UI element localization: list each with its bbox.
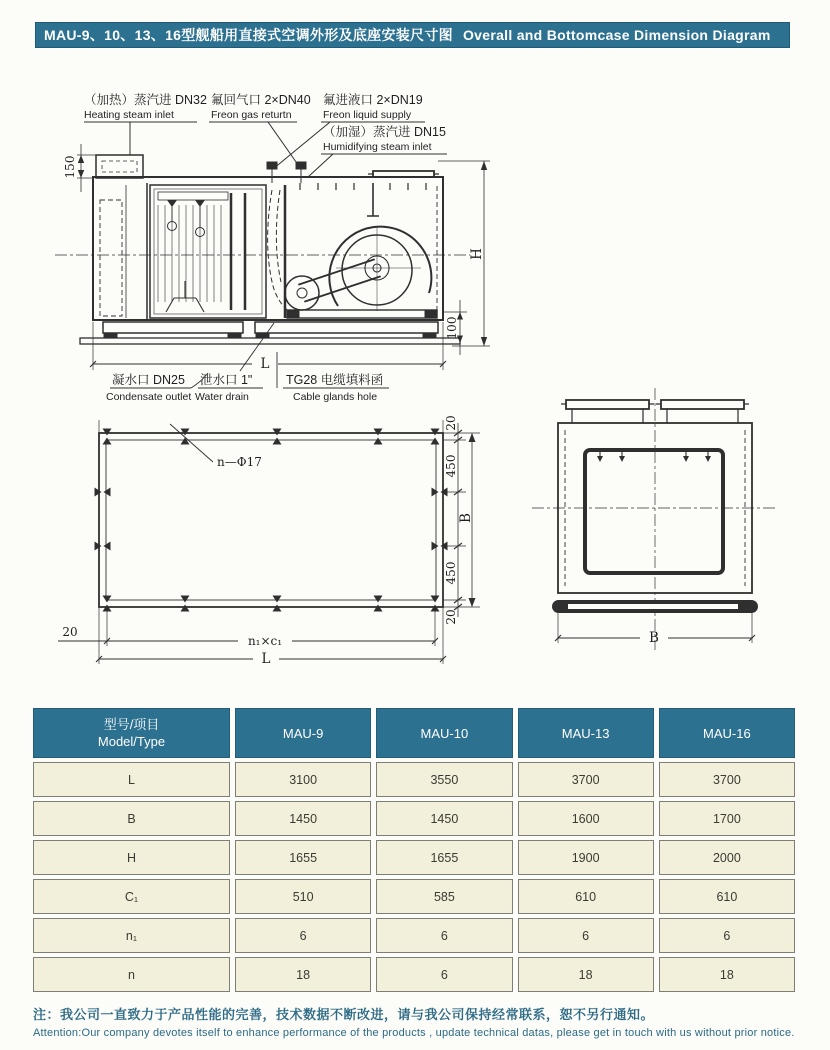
row-label-B: B bbox=[33, 801, 230, 836]
valve-a bbox=[267, 162, 277, 169]
footnote-zh: 注：我公司一直致力于产品性能的完善，技术数据不断改进，请与我公司保持经常联系，恕不另行通知。 bbox=[33, 1007, 655, 1022]
dim-B-plan: B bbox=[458, 513, 474, 523]
base-frame-inner bbox=[106, 440, 436, 600]
dim-450-top: 450 bbox=[444, 454, 458, 478]
cell-B-mau9: 1450 bbox=[235, 801, 371, 836]
callout-freon-gas-en: Freon gas returtn bbox=[211, 109, 292, 121]
belt bbox=[299, 260, 380, 302]
cell-C1-mau13: 610 bbox=[518, 879, 654, 914]
end-view-drawing bbox=[532, 388, 778, 650]
page-title-en: Overall and Bottomcase Dimension Diagram bbox=[462, 27, 771, 43]
cell-L-mau13: 3700 bbox=[518, 762, 654, 797]
dim-L-plan: L bbox=[261, 651, 271, 667]
valve-b bbox=[296, 162, 306, 169]
callout-condensate-en: Condensate outlet bbox=[106, 391, 192, 403]
dim-20-left: 20 bbox=[62, 625, 78, 639]
fan-section bbox=[285, 183, 437, 318]
leader-freon-gas bbox=[209, 122, 301, 169]
cell-C1-mau9: 510 bbox=[235, 879, 371, 914]
cell-C1-mau16: 610 bbox=[659, 879, 795, 914]
cell-B-mau16: 1700 bbox=[659, 801, 795, 836]
dim-100: 100 bbox=[445, 316, 459, 340]
cell-H-mau9: 1655 bbox=[235, 840, 371, 875]
row-label-L: L bbox=[33, 762, 230, 797]
end-view-opening bbox=[585, 450, 723, 573]
callout-humidify-en: Humidifying steam inlet bbox=[323, 141, 432, 153]
cell-B-mau10: 1450 bbox=[376, 801, 512, 836]
motor bbox=[285, 276, 319, 310]
callout-heating-en: Heating steam inlet bbox=[84, 109, 174, 121]
dim-20-top: 20 bbox=[444, 415, 458, 431]
callout-drain-zh: 泄水口 1" bbox=[200, 373, 253, 387]
callout-drain-en: Water drain bbox=[195, 391, 249, 403]
cell-L-mau16: 3700 bbox=[659, 762, 795, 797]
row-label-n: n bbox=[33, 957, 230, 992]
spec-table bbox=[33, 708, 795, 992]
cell-H-mau10: 1655 bbox=[376, 840, 512, 875]
cell-H-mau13: 1900 bbox=[518, 840, 654, 875]
callout-cable-gland-en: Cable glands hole bbox=[293, 391, 378, 403]
cell-C1-mau10: 585 bbox=[376, 879, 512, 914]
cell-n-mau13: 18 bbox=[518, 957, 654, 992]
row-label-C1: C₁ bbox=[33, 879, 230, 914]
junction-box bbox=[96, 155, 143, 178]
leader-heating bbox=[84, 122, 197, 155]
opening-bolts bbox=[597, 451, 711, 462]
cell-n-mau10: 6 bbox=[376, 957, 512, 992]
callout-condensate-zh: 凝水口 DN25 bbox=[112, 373, 185, 387]
table-header-mau10: MAU-10 bbox=[376, 708, 512, 758]
footnote bbox=[33, 1004, 803, 1039]
cell-L-mau10: 3550 bbox=[376, 762, 512, 797]
table-header-mau16: MAU-16 bbox=[659, 708, 795, 758]
cell-H-mau16: 2000 bbox=[659, 840, 795, 875]
table-header-mau13: MAU-13 bbox=[518, 708, 654, 758]
footnote-en: Attention:Our company devotes itself to enhance performance of the products , update technical datas, please get in touch with us without prior notice. bbox=[33, 1027, 795, 1039]
dim-B-end: B bbox=[649, 630, 659, 646]
callout-freon-gas-zh: 氟回气口 2×DN40 bbox=[211, 93, 311, 107]
cell-n-mau16: 18 bbox=[659, 957, 795, 992]
plan-view-drawing bbox=[58, 415, 480, 667]
cell-n1-mau10: 6 bbox=[376, 918, 512, 953]
callout-cable-gland-zh: TG28 电缆填料函 bbox=[286, 373, 384, 387]
leader-hole-callout bbox=[170, 424, 213, 462]
row-label-n1: n₁ bbox=[33, 918, 230, 953]
side-view-drawing bbox=[55, 92, 490, 403]
callout-heating-zh: （加热）蒸汽进 DN32 bbox=[84, 93, 207, 107]
dim-150: 150 bbox=[63, 155, 77, 179]
dim-450-bottom: 450 bbox=[444, 561, 458, 585]
dim-L-side: L bbox=[260, 356, 270, 372]
callout-freon-liquid-zh: 氟进液口 2×DN19 bbox=[323, 93, 423, 107]
row-label-H: H bbox=[33, 840, 230, 875]
dim-H: H bbox=[469, 248, 485, 260]
access-door bbox=[100, 200, 122, 316]
mounting-holes bbox=[95, 429, 448, 612]
cell-n-mau9: 18 bbox=[235, 957, 371, 992]
table-header-model-type: 型号/项目 Model/Type bbox=[33, 708, 230, 758]
cell-n1-mau9: 6 bbox=[235, 918, 371, 953]
leader-humidify bbox=[308, 154, 447, 177]
cell-n1-mau13: 6 bbox=[518, 918, 654, 953]
page-title-zh: MAU-9、10、13、16型舰船用直接式空调外形及底座安装尺寸图 bbox=[44, 27, 453, 43]
cell-n1-mau16: 6 bbox=[659, 918, 795, 953]
hole-callout-label: n—Φ17 bbox=[217, 455, 262, 469]
base-assembly bbox=[80, 322, 460, 344]
coil-section bbox=[150, 185, 266, 318]
callout-freon-liquid-en: Freon liquid supply bbox=[323, 109, 412, 121]
callout-humidify-zh: （加湿）蒸汽进 DN15 bbox=[323, 125, 446, 139]
cell-L-mau9: 3100 bbox=[235, 762, 371, 797]
cell-B-mau13: 1600 bbox=[518, 801, 654, 836]
dim-pitch: n₁×c₁ bbox=[247, 634, 283, 648]
base-frame-outer bbox=[99, 433, 443, 607]
table-header-mau9: MAU-9 bbox=[235, 708, 371, 758]
dim-20-bottom: 20 bbox=[444, 609, 458, 625]
